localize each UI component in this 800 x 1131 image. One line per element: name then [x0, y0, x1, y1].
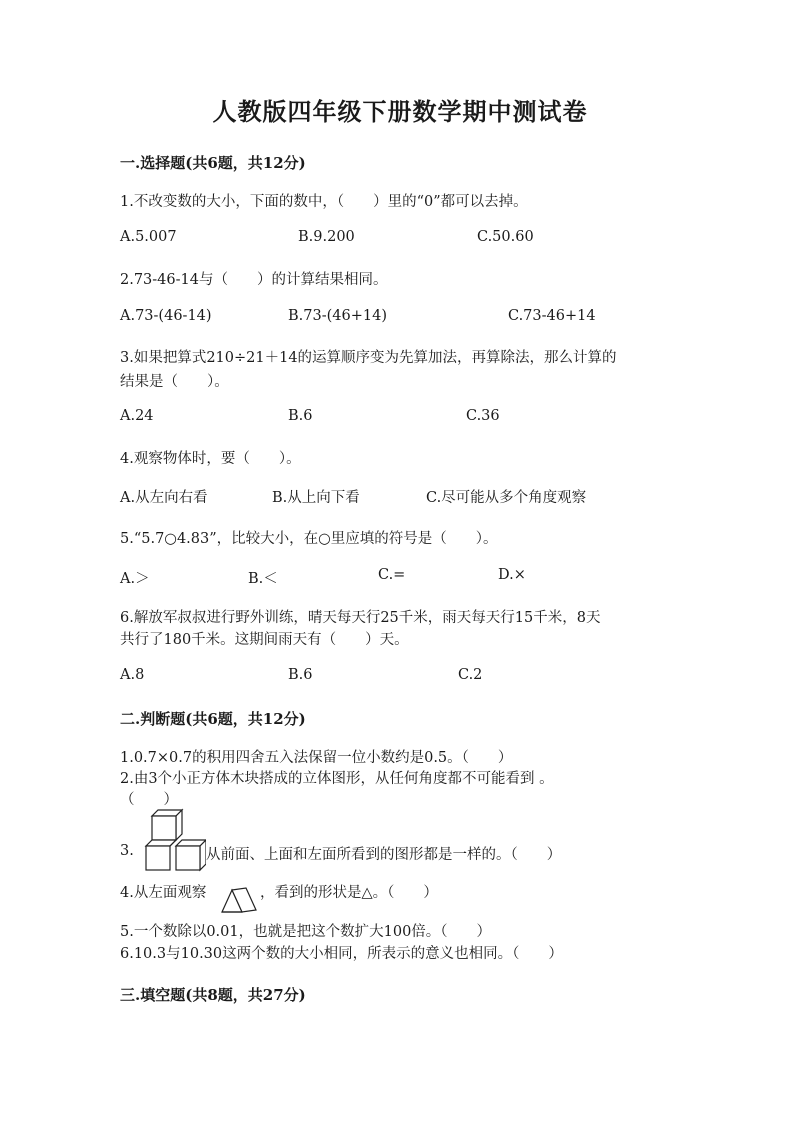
option-1-5-a: A.＞: [120, 571, 150, 587]
option-1-6-a: A.8: [120, 667, 145, 683]
option-1-6-b: B.6: [288, 667, 313, 683]
question-1-3-line1: 3.如果把算式210÷21＋14的运算顺序变为先算加法，再算除法，那么计算的: [120, 350, 617, 366]
section-3-header: 三.填空题(共8题，共27分): [120, 986, 306, 1004]
option-1-1-b: B.9.200: [298, 229, 355, 245]
option-1-4-c: C.尽可能从多个角度观察: [426, 490, 587, 506]
question-2-4: ，看到的形状是△。（ ）: [260, 885, 438, 901]
question-1-2: 2.73-46-14与（ ）的计算结果相同。: [120, 272, 388, 288]
question-1-3-line2: 结果是（ ）。: [120, 374, 229, 390]
option-1-2-a: A.73-(46-14): [120, 308, 212, 324]
question-1-6-line2: 共行了180千米。这期间雨天有（ ）天。: [120, 632, 409, 648]
option-1-5-c: C.=: [378, 567, 406, 583]
option-1-3-c: C.36: [466, 408, 500, 424]
question-1-6-line1: 6.解放军叔叔进行野外训练，晴天每天行25千米，雨天每天行15千米，8天: [120, 610, 601, 626]
option-1-3-b: B.6: [288, 408, 313, 424]
question-2-4-prefix: 4.从左面观察: [120, 885, 207, 901]
question-2-2-line1: 2.由3个小正方体木块搭成的立体图形，从任何角度都不可能看到 。: [120, 771, 554, 787]
option-1-6-c: C.2: [458, 667, 483, 683]
cube-stack-figure: [142, 808, 206, 878]
page-title: 人教版四年级下册数学期中测试卷: [212, 97, 588, 126]
question-2-5: 5.一个数除以0.01，也就是把这个数扩大100倍。（ ）: [120, 924, 492, 940]
option-1-1-a: A.5.007: [120, 229, 177, 245]
question-2-2-line2: （ ）: [120, 792, 178, 808]
section-2-header: 二.判断题(共6题，共12分): [120, 710, 306, 728]
option-1-1-c: C.50.60: [477, 229, 534, 245]
option-1-5-b: B.＜: [248, 571, 278, 587]
option-1-5-d: D.×: [498, 567, 526, 583]
question-2-3: 从前面、上面和左面所看到的图形都是一样的。（ ）: [206, 847, 562, 863]
option-1-4-a: A.从左向右看: [120, 490, 208, 506]
question-1-1: 1.不改变数的大小，下面的数中，（ ）里的“0”都可以去掉。: [120, 194, 528, 210]
question-2-3-number: 3.: [120, 843, 134, 859]
prism-figure: [220, 886, 258, 916]
option-1-3-a: A.24: [120, 408, 154, 424]
option-1-4-b: B.从上向下看: [272, 490, 360, 506]
option-1-2-b: B.73-(46+14): [288, 308, 387, 324]
question-2-1: 1.0.7×0.7的积用四舍五入法保留一位小数约是0.5。（ ）: [120, 750, 513, 766]
question-1-4: 4.观察物体时，要（ ）。: [120, 451, 301, 467]
option-1-2-c: C.73-46+14: [508, 308, 596, 324]
section-1-header: 一.选择题(共6题，共12分): [120, 154, 306, 172]
question-2-6: 6.10.3与10.30这两个数的大小相同，所表示的意义也相同。（ ）: [120, 946, 563, 962]
question-1-5: 5.“5.7○4.83”，比较大小，在○里应填的符号是（ ）。: [120, 531, 498, 547]
